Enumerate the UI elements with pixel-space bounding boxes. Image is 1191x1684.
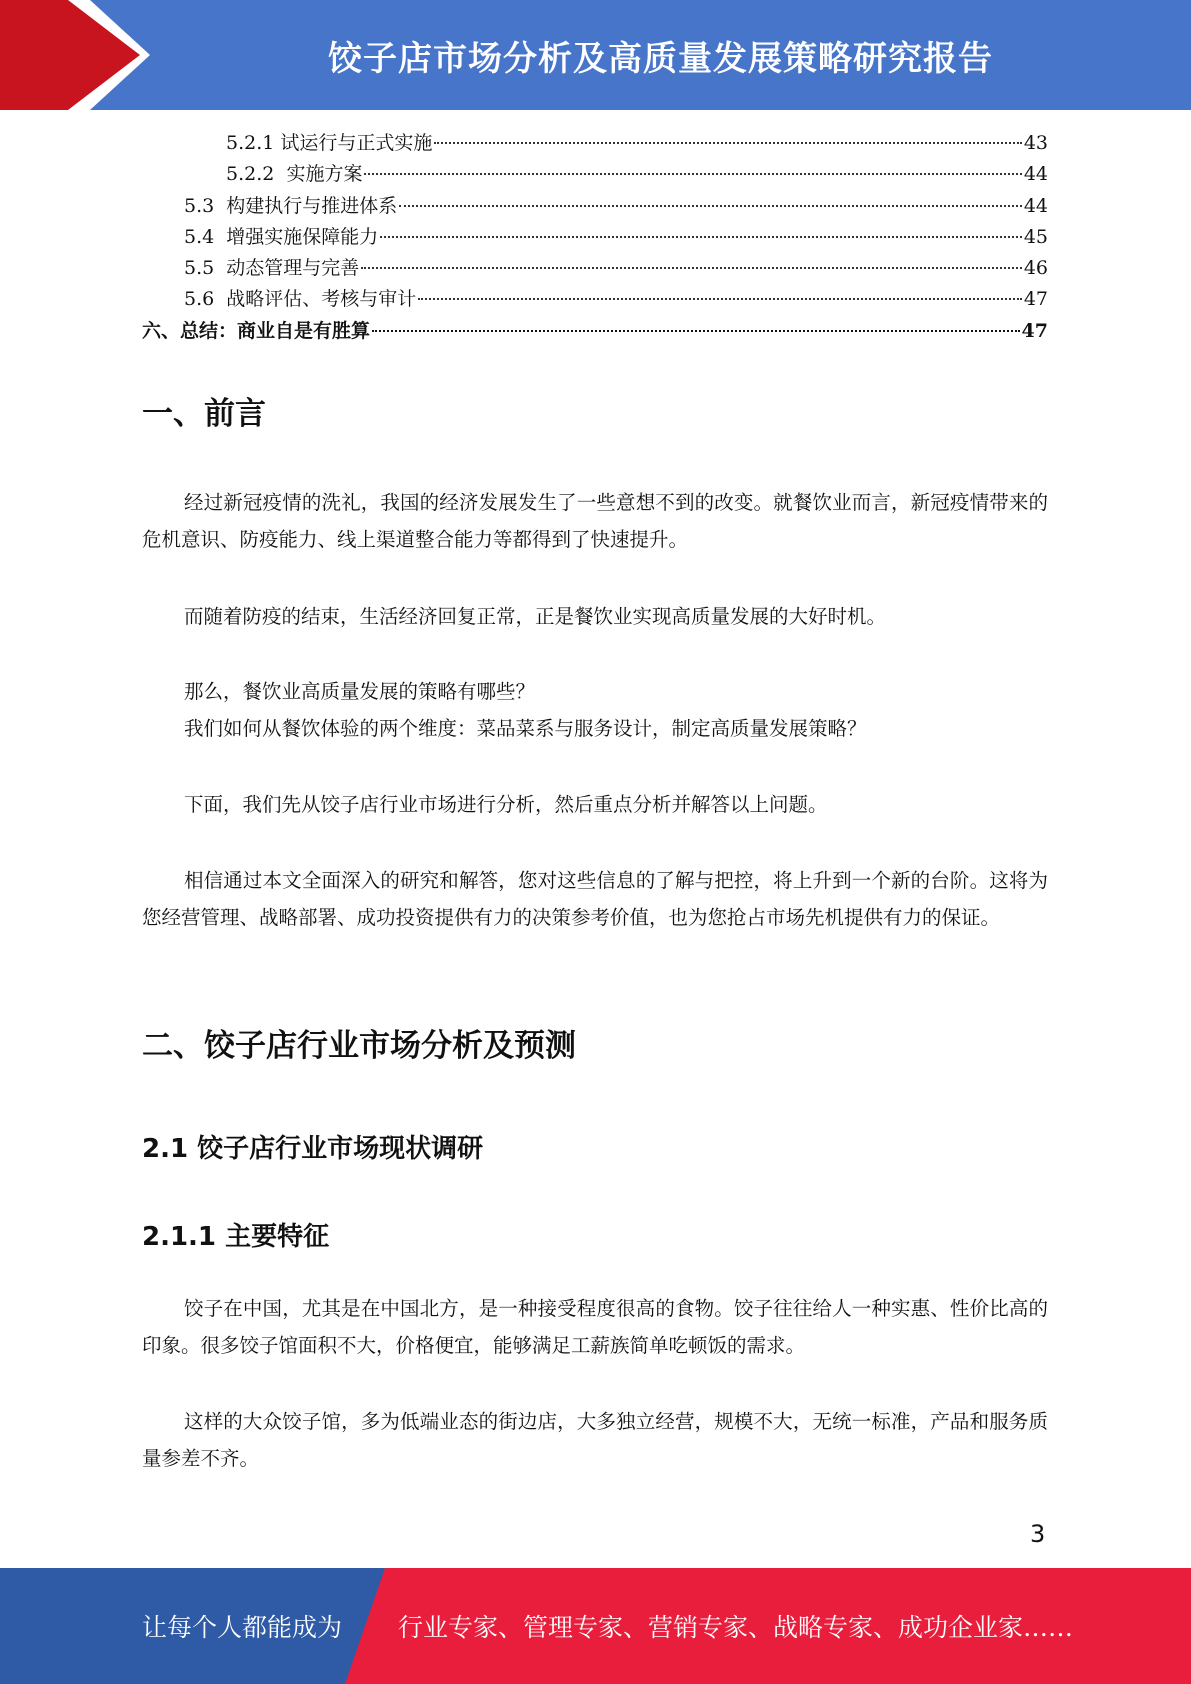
toc-entry-page: 43 (1023, 132, 1048, 154)
paragraph-preface-1: 经过新冠疫情的洗礼，我国的经济发展发生了一些意想不到的改变。就餐饮业而言，新冠疫情带来的危机意识、防疫能力、线上渠道整合能力等都得到了快速提升。 (142, 491, 1048, 551)
toc-entry-page: 44 (1023, 163, 1048, 186)
toc-leader-dots (364, 173, 1021, 175)
page-number: 3 (1030, 1520, 1046, 1548)
toc-entry-page: 47 (1021, 319, 1048, 342)
toc-leader-dots (380, 236, 1022, 238)
toc-entry[interactable] (142, 316, 1048, 347)
header-title: 饺子店市场分析及高质量发展策略研究报告 (328, 38, 993, 79)
toc-leader-dots (372, 330, 1020, 332)
toc-leader-dots (399, 205, 1022, 207)
toc-entry-text: 增强实施保障能力 (226, 225, 379, 248)
toc-entry-number: 5.4 (184, 225, 227, 248)
heading-2-1: 2.1 饺子店行业市场现状调研 (142, 1134, 484, 1164)
toc-entry[interactable] (142, 284, 1048, 315)
paragraph-preface-4: 下面，我们先从饺子店行业市场进行分析，然后重点分析并解答以上问题。 (184, 793, 828, 816)
toc-entry-text: 总结：商业自是有胜算 (180, 319, 371, 342)
footer-slogan-left: 让每个人都能成为 (142, 1613, 343, 1642)
footer-slogan-right: 行业专家、管理专家、营销专家、战略专家、成功企业家…… (398, 1613, 1074, 1642)
toc-leader-dots (418, 298, 1022, 300)
toc-entry-number: 5.6 (184, 288, 227, 311)
toc-entry-page: 45 (1023, 225, 1048, 248)
toc-entry[interactable] (142, 222, 1048, 253)
table-of-contents (142, 128, 1048, 347)
toc-entry-number: 六、 (142, 319, 181, 342)
toc-entry[interactable] (142, 191, 1048, 222)
toc-entry-text: 试运行与正式实施 (280, 132, 433, 154)
paragraph-features-1: 饺子在中国，尤其是在中国北方，是一种接受程度很高的食物。饺子往往给人一种实惠、性价比高的印象。很多饺子馆面积不大，价格便宜，能够满足工薪族简单吃顿饭的需求。 (142, 1297, 1048, 1357)
toc-leader-dots (361, 267, 1022, 269)
paragraph-preface-3b: 我们如何从餐饮体验的两个维度：菜品菜系与服务设计，制定高质量发展策略？ (184, 717, 867, 740)
toc-entry-number: 5.5 (184, 257, 227, 280)
page-header (0, 0, 1191, 110)
toc-entry-page: 46 (1023, 257, 1048, 280)
toc-entry[interactable] (142, 253, 1048, 284)
heading-preface: 一、前言 (142, 396, 266, 432)
toc-entry-text: 构建执行与推进体系 (226, 194, 398, 217)
toc-entry[interactable] (142, 159, 1048, 190)
paragraph-features-2: 这样的大众饺子馆，多为低端业态的街边店，大多独立经营，规模不大，无统一标准，产品和服务质量参差不齐。 (142, 1410, 1048, 1470)
page-footer (0, 1568, 1191, 1684)
toc-entry-page: 44 (1023, 194, 1048, 217)
toc-entry-text: 动态管理与完善 (226, 257, 360, 280)
toc-entry-page: 47 (1023, 288, 1048, 311)
toc-entry-number: 5.2.1 (226, 132, 281, 154)
toc-leader-dots (434, 142, 1021, 144)
toc-entry[interactable] (142, 128, 1048, 159)
heading-2-1-1: 2.1.1 主要特征 (142, 1222, 330, 1252)
paragraph-preface-2: 而随着防疫的结束，生活经济回复正常，正是餐饮业实现高质量发展的大好时机。 (184, 605, 887, 628)
toc-entry-text: 战略评估、考核与审计 (226, 288, 417, 311)
paragraph-preface-5: 相信通过本文全面深入的研究和解答，您对这些信息的了解与把控，将上升到一个新的台阶。这将为您经营管理、战略部署、成功投资提供有力的决策参考价值，也为您抢占市场先机提供有力的保证。 (142, 869, 1048, 929)
heading-section-2: 二、饺子店行业市场分析及预测 (142, 1028, 576, 1064)
paragraph-preface-3a: 那么，餐饮业高质量发展的策略有哪些？ (184, 680, 536, 703)
toc-entry-number: 5.2.2 (226, 163, 287, 186)
toc-entry-text: 实施方案 (286, 163, 363, 186)
toc-entry-number: 5.3 (184, 194, 227, 217)
